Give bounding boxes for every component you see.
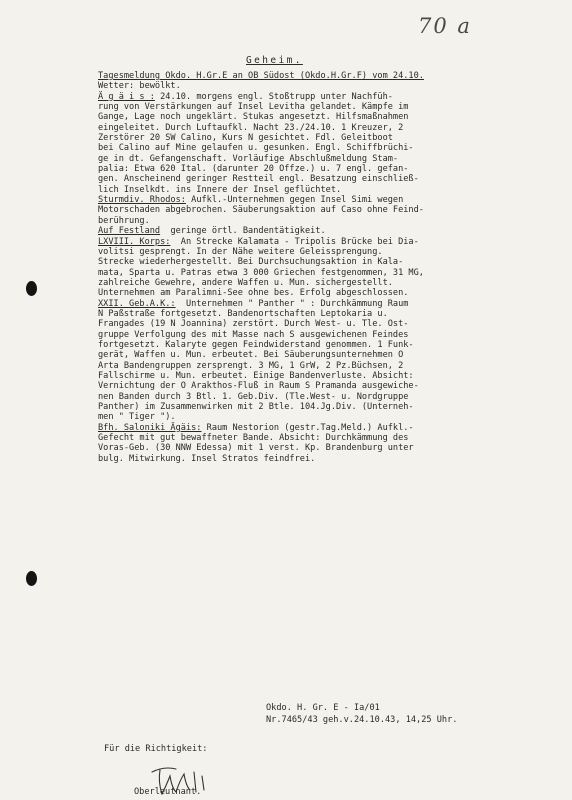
section-line: berührung. [98,215,150,226]
section-line: N Paßstraße fortgesetzt. Bandenortschaften Leptokaria u. [98,308,388,319]
weather-label: Wetter: [98,81,135,92]
section-line: volitsi gesprengt. In der Nähe weitere Geleissprengung. [98,246,383,257]
section-line: Gange, Lage noch ungeklärt. Stukas angesetzt. Hilfsmaßnahmen [98,112,409,123]
section-label: LXVIII. Korps: [98,236,171,247]
weather-text: bewölkt. [134,81,181,92]
section-line: 24.10. morgens engl. Stoßtrupp unter Nachfüh- [154,91,393,102]
rank-label: Oberleutnant. [134,787,202,797]
section-line: Motorschaden abgebrochen. Säuberungsaktion auf Caso ohne Feind- [98,205,424,216]
section-line: fortgesetzt. Kalaryte gegen Feindwiderstand genommen. 1 Funk- [98,339,414,350]
section-line: bei Calino auf Mine gelaufen u. gesunken. Engl. Schiffbrüchi- [98,143,414,154]
classification-title: Geheim. [246,55,303,66]
section-line: Arta Bandengruppen zersprengt. 3 MG, 1 GrW, 2 Pz.Büchsen, 2 [98,360,404,371]
report-body [98,71,538,464]
section-saloniki [98,423,538,464]
reference-line: Nr.7465/43 geh.v.24.10.43, 14,25 Uhr. [266,714,458,725]
section-line: gruppe Verfolgung des mit Masse nach S ausgewichenen Feindes [98,329,409,340]
section-korps68 [98,237,538,299]
section-korps22 [98,299,538,423]
section-rhodos [98,195,538,226]
section-line: nen Banden durch 3 Btl. 1. Geb.Div. (Tle.West- u. Nordgruppe [98,391,409,402]
reference-line: Okdo. H. Gr. E - Ia/01 [266,703,380,713]
section-line: Frangades (19 N Joannina) zerstört. Durch West- u. Tle. Ost- [98,319,409,330]
section-label: Sturmdiv. Rhodos: [98,195,186,206]
section-label: Auf Festland [98,226,161,237]
reference-block [266,703,457,726]
section-line: Strecke wiederhergestellt. Bei Durchsuchungsaktion in Kala- [98,257,404,268]
report-heading: Tagesmeldung Okdo. H.Gr.E an OB Südost (Okdo.H.Gr.F) vom 24.10. [98,71,424,81]
section-line: palia: Etwa 620 Ital. (darunter 20 Offze.) u. 7 engl. gefan- [98,164,409,175]
section-line: Voras-Geb. (30 NNW Edessa) mit 1 verst. Kp. Brandenburg unter [98,443,414,454]
weather-line [98,81,538,91]
section-line: Gefecht mit gut bewaffneter Bande. Absicht: Durchkämmung des [98,433,409,444]
section-line: An Strecke Kalamata - Tripolis Brücke bei Dia- [170,236,419,247]
section-line: bulg. Mitwirkung. Insel Stratos feindfrei. [98,453,316,464]
section-label: XXII. Geb.A.K.: [98,298,176,309]
section-line: Fallschirme u. Mun. erbeutet. Einige Bandenverluste. Absicht: [98,370,414,381]
section-line: geringe örtl. Bandentätigkeit. [160,226,326,237]
section-line: zahlreiche Gewehre, andere Waffen u. Mun. sichergestellt. [98,277,393,288]
section-line: Raum Nestorion (gestr.Tag.Meld.) Aufkl.- [201,422,414,433]
section-line: gen. Anscheinend geringer Restteil engl. Besatzung einschließ- [98,174,419,185]
folio-number: 70 a [418,14,472,38]
section-line: Aufkl.-Unternehmen gegen Insel Simi wegen [185,195,404,206]
section-aegaeis [98,92,538,195]
section-festland [98,226,538,236]
section-line: men " Tiger "). [98,412,176,423]
section-line: mata, Sparta u. Patras etwa 3 000 Griechen festgenommen, 31 MG, [98,267,424,278]
section-line: ge in dt. Gefangenschaft. Vorläufige Abschlußmeldung Stam- [98,153,399,164]
section-line: Unternehmen am Paralimni-See ohne bes. Erfolg abgeschlossen. [98,288,409,299]
section-line: gerät, Waffen u. Mun. erbeutet. Bei Säuberungsunternehmen O [98,350,404,361]
section-line: Vernichtung der O Arakthos-Fluß in Raum S Pramanda ausgewiche- [98,381,419,392]
punch-hole-bottom [26,571,37,586]
punch-hole-top [26,281,37,296]
section-line: eingeleitet. Durch Luftaufkl. Nacht 23./24.10. 1 Kreuzer, 2 [98,122,404,133]
section-label: Ä g ä i s : [98,91,155,102]
section-line: Panther) im Zusammenwirken mit 2 Btle. 104.Jg.Div. (Unterneh- [98,402,414,412]
section-line: Zerstörer 20 SW Calino, Kurs N gesichtet. Fdl. Geleitboot [98,133,393,144]
section-label: Bfh. Saloniki Ägäis: [98,422,202,433]
section-line: lich Inselkdt. ins Innere der Insel geflüchtet. [98,184,342,195]
section-line: rung von Verstärkungen auf Insel Levitha gelandet. Kämpfe im [98,102,409,113]
correctness-label: Für die Richtigkeit: [104,744,208,754]
section-line: Unternehmen " Panther " : Durchkämmung Raum [175,298,409,309]
